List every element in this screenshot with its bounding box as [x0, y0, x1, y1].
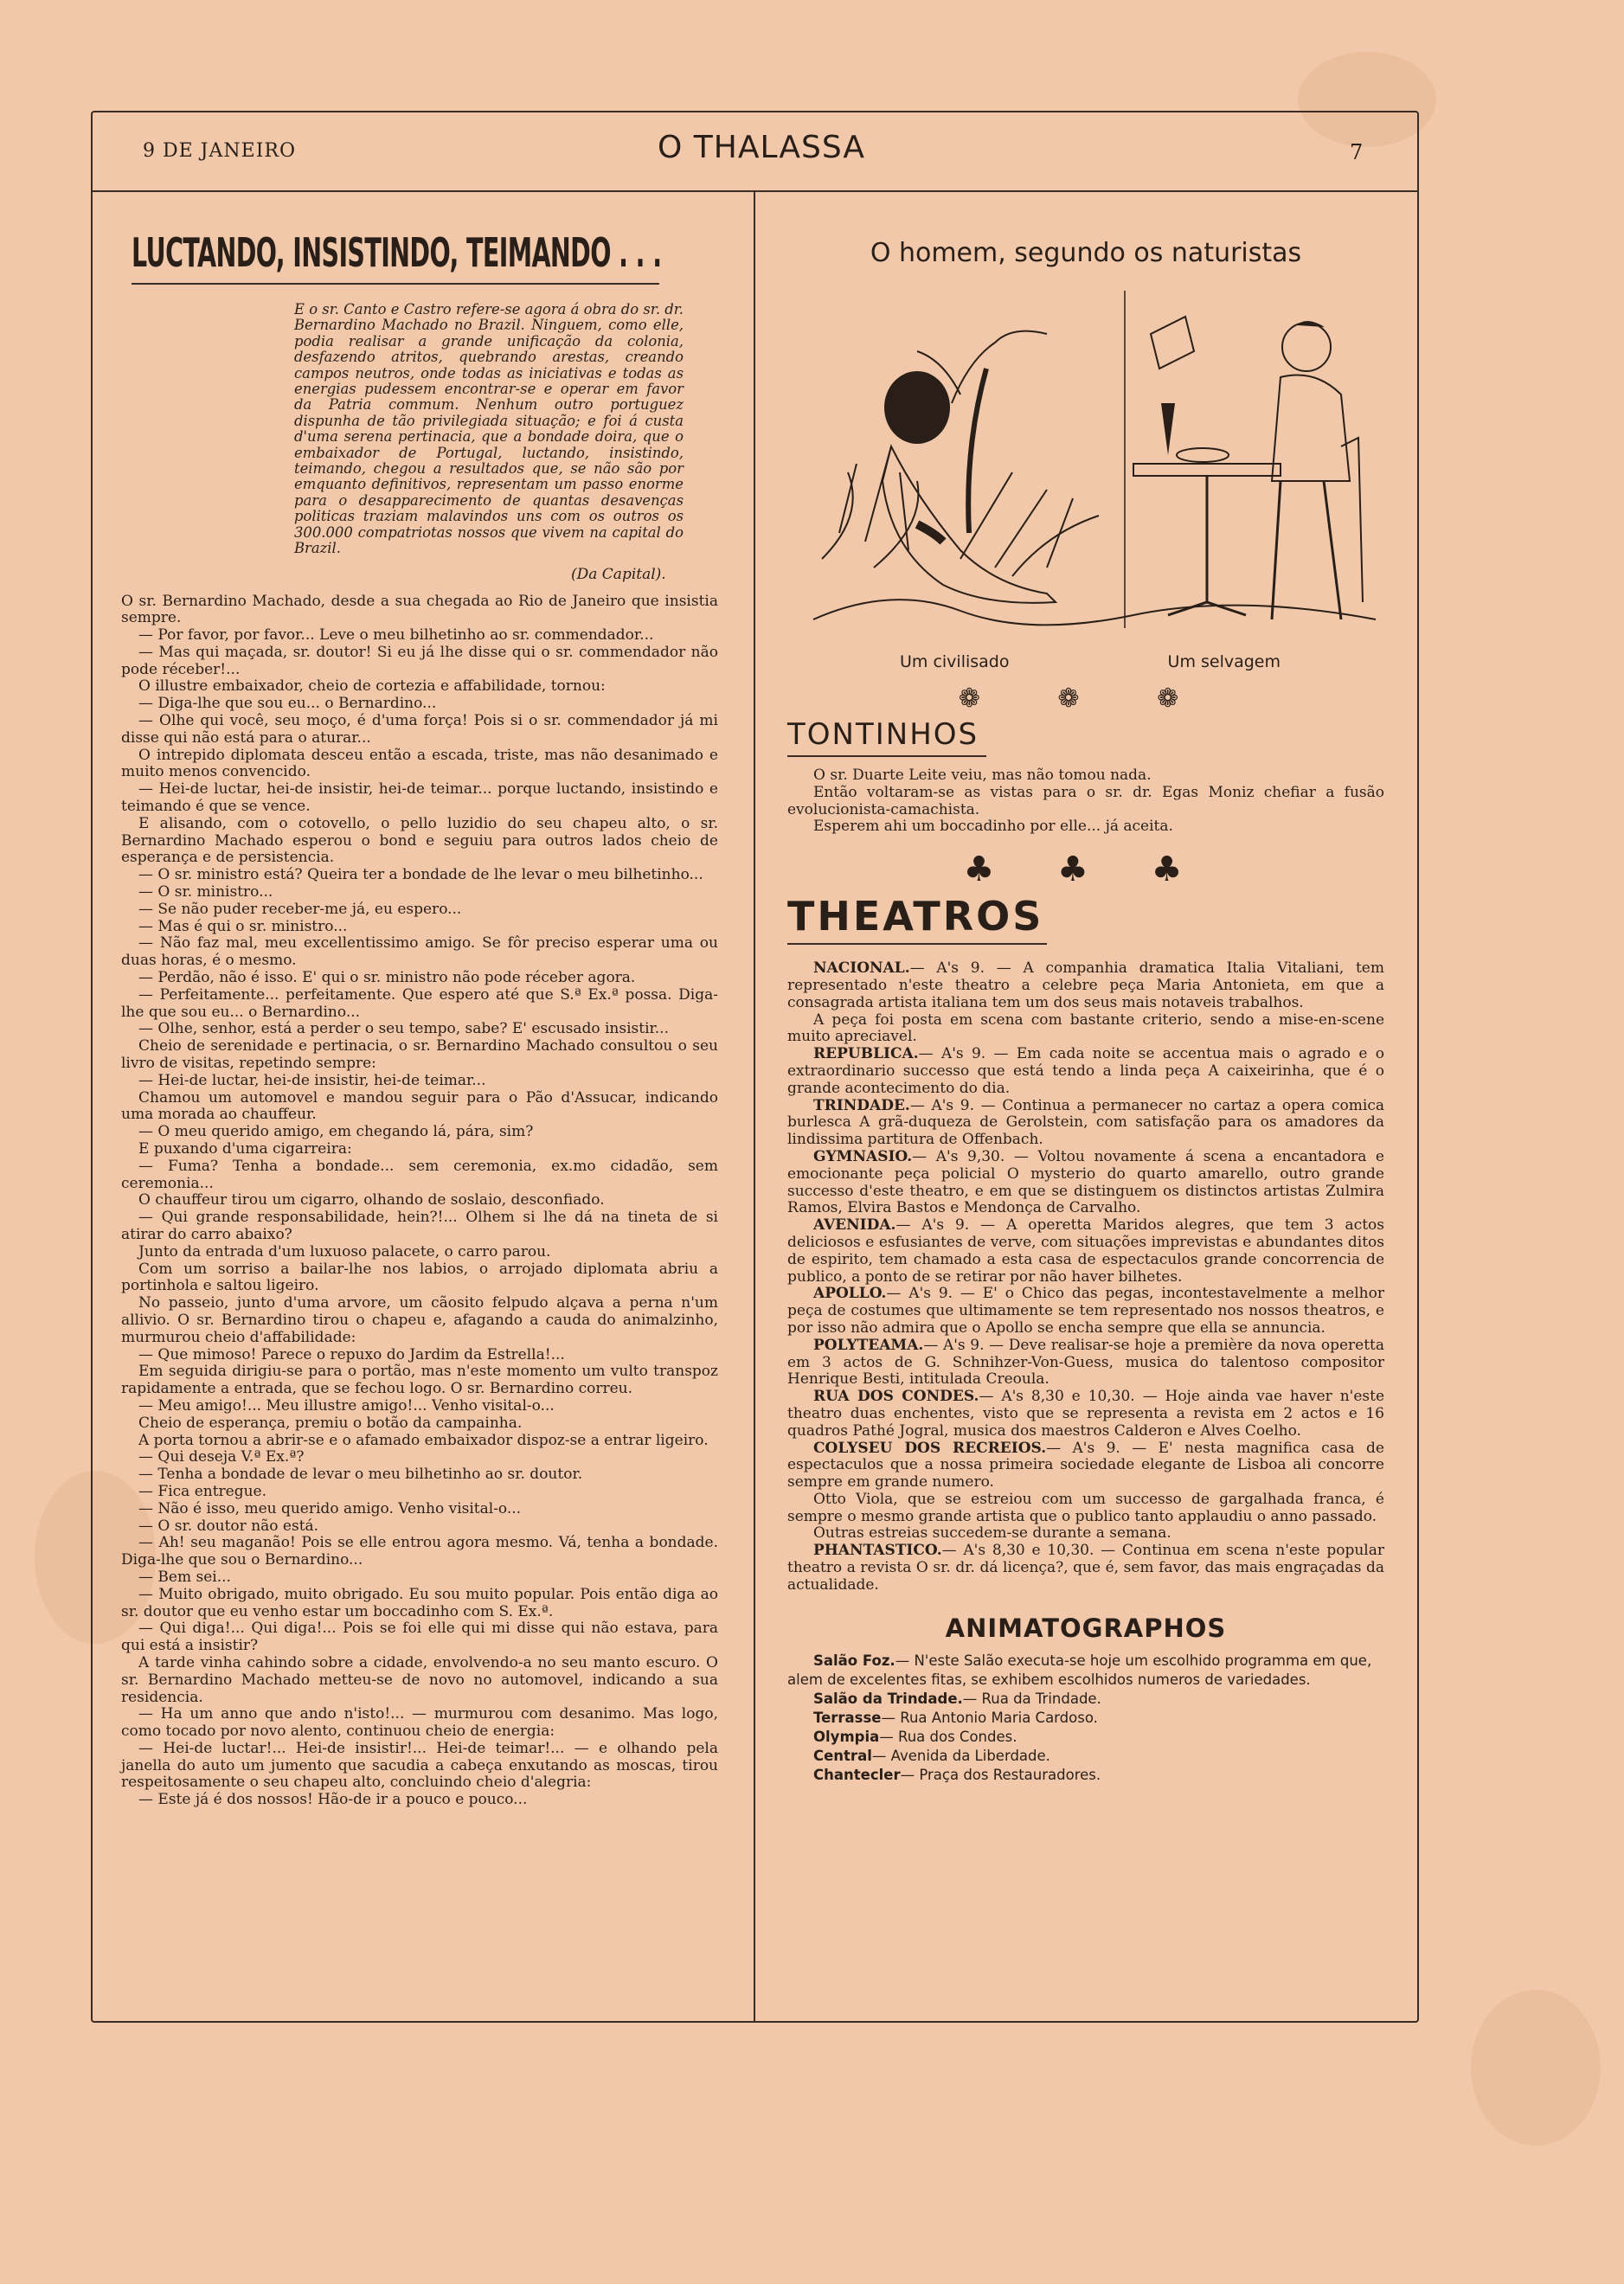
- venue-item: [787, 1747, 1384, 1766]
- article-paragraph: — Olhe, senhor, está a perder o seu tempo, sabe? E' escusado insistir...: [138, 1020, 669, 1038]
- article-paragraph: — Perdão, não é isso. E' qui o sr. ministro não pode réceber agora.: [138, 969, 636, 987]
- article-paragraph: — Meu amigo!... Meu illustre amigo!... Venho visital-o...: [138, 1396, 555, 1415]
- theatre-text: Outras estreias succedem-se durante a semana.: [813, 1524, 1171, 1543]
- theatre-name: POLYTEAMA.: [813, 1336, 924, 1354]
- venue-name: Central: [813, 1747, 872, 1764]
- venue-address: — Praça dos Restauradores.: [900, 1766, 1101, 1783]
- theatre-text: Otto Viola, que se estreiou com um successo de gargalhada franca, é sempre o mesmo grande artista que o publico tanto applaudiu o anno passado.: [787, 1490, 1384, 1525]
- article-paragraph: — Diga-lhe que sou eu... o Bernardino...: [138, 695, 437, 713]
- intro-venue-name: Salão Foz.: [813, 1652, 895, 1669]
- cartoon-illustration: [787, 273, 1393, 645]
- article-paragraph: — O sr. doutor não está.: [138, 1517, 319, 1535]
- venue-item: [787, 1728, 1384, 1747]
- newspaper-title: O THALASSA: [658, 130, 865, 165]
- article-paragraph: — Que mimoso! Parece o repuxo do Jardim da Estrella!...: [138, 1345, 565, 1363]
- theatre-name: AVENIDA.: [813, 1216, 896, 1235]
- article-paragraph: E puxando d'uma cigarreira:: [138, 1140, 352, 1158]
- theatre-text: — A's 9. — Em cada noite se accentua mais o agrado e o extraordinario successo que está tendo a linda peça A caixeirinha, que é o grande acontecimento do dia.: [787, 1045, 1384, 1097]
- article-paragraph: — Mas é qui o sr. ministro...: [138, 917, 348, 935]
- theatre-entry: [787, 960, 1384, 1011]
- tontinhos-rule: [787, 755, 986, 757]
- article-epigraph: E o sr. Canto e Castro refere-se agora á obra do sr. dr. Bernardino Machado no Brazil. Ninguem, como elle, podia realisar a grande unificação da colonia, desfazendo atritos, quebrando arestas, creando campos neutros, onde todas as iniciativas e todas as energias pudessem encontrar-se e operar em favor da Patria commum. Nenhum outro portuguez dispunha de tão privilegiada situação; e foi á custa d'uma serena pertinacia, que a bondade doira, que o embaixador de Portugal, luctando, insistindo, teimando, chegou a resultados que, se não são por emquanto definitivos, representam um passo enorme para o desapparecimento de quantas desavenças politicas traziam malavindos uns com os outros os 300.000 compatriotas nossos que vivem na capital do Brazil.: [294, 301, 684, 557]
- theatre-text: A peça foi posta em scena com bastante criterio, sendo a mise-en-scene muito apreciavel.: [787, 1010, 1384, 1046]
- flower-ornaments: ❁ ❁ ❁: [958, 683, 1214, 714]
- article-paragraph: Em seguida dirigiu-se para o portão, mas n'este momento um vulto transpoz rapidamente a entrada, que se fechou logo. O sr. Bernardino correu.: [121, 1363, 718, 1398]
- tontinhos-paragraph: Esperem ahi um boccadinho por elle... já aceita.: [813, 818, 1173, 836]
- article-paragraph: A tarde vinha cahindo sobre a cidade, envolvendo-a no seu manto escuro. O sr. Bernardino Machado metteu-se de novo no automovel, indicando a sua residencia.: [121, 1653, 718, 1706]
- venue-address: — Rua da Trindade.: [962, 1690, 1101, 1707]
- column-divider: [754, 192, 755, 2021]
- theatre-name: RUA DOS CONDES.: [813, 1388, 979, 1406]
- theatros-body: [787, 960, 1384, 1594]
- tontinhos-paragraph: O sr. Duarte Leite veiu, mas não tomou nada.: [813, 767, 1152, 784]
- article-paragraph: — Se não puder receber-me já, eu espero...: [138, 900, 462, 918]
- article-paragraph: No passeio, junto d'uma arvore, um cãosito felpudo alçava a perna n'um allivio. O sr. Bernardino tirou o chapeu e, afagando a cauda do animalzinho, murmurou cheio d'affabilidade:: [121, 1294, 718, 1346]
- article-paragraph: Chamou um automovel e mandou seguir para o Pão d'Assucar, indicando uma morada ao chauffeur.: [121, 1088, 718, 1124]
- article-title: LUCTANDO, INSISTINDO, TEIMANDO . . .: [132, 229, 662, 276]
- theatre-name: TRINDADE.: [813, 1096, 910, 1114]
- theatre-text: — A's 9. — E' o Chico das pegas, incontestavelmente a melhor peça de costumes que ultimamente se tem representado nos nossos theatros, e por isso não admira que o Apollo se encha sempre que ella se annuncia.: [787, 1285, 1384, 1337]
- article-column: [121, 221, 718, 1809]
- article-paragraph: — Olhe qui você, seu moço, é d'uma força! Pois si o sr. commendador já mi disse qui não está para o aturar...: [121, 712, 718, 747]
- article-paragraph: — Por favor, por favor... Leve o meu bilhetinho ao sr. commendador...: [138, 626, 654, 645]
- article-paragraph: A porta tornou a abrir-se e o afamado embaixador dispoz-se a entrar ligeiro.: [138, 1431, 709, 1449]
- article-body: [121, 593, 718, 1810]
- caption-right: Um selvagem: [1167, 652, 1281, 671]
- venue-address: — Avenida da Liberdade.: [871, 1747, 1050, 1764]
- article-paragraph: — Ah! seu maganão! Pois se elle entrou agora mesmo. Vá, tenha a bondade. Diga-lhe que sou o Bernardino...: [121, 1534, 718, 1569]
- article-paragraph: — Perfeitamente... perfeitamente. Que espero até que S.ª Ex.ª possa. Diga-lhe que sou eu... o Bernardino...: [121, 985, 718, 1021]
- venue-item: [787, 1766, 1384, 1785]
- article-paragraph: — Hei-de luctar!... Hei-de insistir!... Hei-de teimar!... — e olhando pela janella do auto um jumento que sacudia a cabeça enxutando as moscas, tirou respeitosamente o seu chapeu alto, concluindo cheio d'alegria:: [121, 1739, 718, 1792]
- theatre-entry: [787, 1046, 1384, 1097]
- theatre-name: NACIONAL.: [813, 959, 910, 978]
- article-paragraph: — Hei-de luctar, hei-de insistir, hei-de teimar... porque luctando, insistindo e teimando é que se vence.: [121, 780, 718, 816]
- page-number: 7: [1350, 140, 1364, 164]
- animatographos-list: [787, 1652, 1384, 1785]
- epigraph-source: (Da Capital).: [571, 565, 666, 583]
- article-paragraph: — Este já é dos nossos! Hão-de ir a pouco e pouco...: [138, 1791, 528, 1809]
- venue-name: Chantecler: [813, 1766, 901, 1783]
- venue-address: — Rua dos Condes.: [879, 1728, 1017, 1745]
- venue-name: Terrasse: [813, 1709, 882, 1726]
- theatre-entry: [787, 1098, 1384, 1149]
- theatre-text: — A's 9. — Deve realisar-se hoje a première da nova operetta em 3 actos de G. Schnihzer-Von-Guess, musica do talentoso compositor Henrique Besti, intitulada Creoula.: [787, 1336, 1384, 1389]
- theatros-heading: THEATROS: [787, 893, 1044, 940]
- theatre-entry: [787, 1389, 1384, 1440]
- article-paragraph: — Tenha a bondade de levar o meu bilhetinho ao sr. doutor.: [138, 1466, 583, 1484]
- theatre-entry: [787, 1543, 1384, 1594]
- theatre-entry: [787, 1217, 1384, 1286]
- theatre-text: — A's 9. — Continua a permanecer no cartaz a opera comica burlesca A grã-duqueza de Gerolstein, com satisfação para os amadores da lindissima partitura de Offenbach.: [787, 1096, 1384, 1149]
- caption-left: Um civilisado: [900, 652, 1010, 671]
- article-paragraph: — Qui grande responsabilidade, hein?!... Olhem si lhe dá na tineta de si atirar do carro abaixo?: [121, 1209, 718, 1243]
- animatographos-intro: [787, 1652, 1384, 1690]
- article-paragraph: Junto da entrada d'um luxuoso palacete, o carro parou.: [138, 1242, 551, 1261]
- theatre-entry: [787, 1338, 1384, 1389]
- tontinhos-body: [787, 767, 1384, 836]
- article-paragraph: — O sr. ministro está? Queira ter a bondade de lhe levar o meu bilhetinho...: [138, 866, 703, 884]
- article-paragraph: O sr. Bernardino Machado, desde a sua chegada ao Rio de Janeiro que insistia sempre.: [121, 592, 718, 627]
- theatre-entry: [787, 1525, 1384, 1543]
- theatre-text: — A's 9. — E' nesta magnifica casa de espectaculos que a nossa primeira sociedade elegante de Lisboa ali concorre sempre em grande numero.: [787, 1439, 1384, 1492]
- theatros-rule: [787, 943, 1047, 945]
- theatre-name: REPUBLICA.: [813, 1045, 919, 1063]
- article-paragraph: O illustre embaixador, cheio de cortezia e affabilidade, tornou:: [138, 677, 606, 696]
- venue-item: [787, 1709, 1384, 1728]
- theatre-entry: [787, 1440, 1384, 1492]
- article-paragraph: Cheio de serenidade e pertinacia, o sr. Bernardino Machado consultou o seu livro de visitas, repetindo sempre:: [121, 1037, 718, 1073]
- theatre-text: — A's 8,30 e 10,30. — Continua em scena n'este popular theatro a revista O sr. dr. dá licença?, que é, sem favor, das mais engraçadas da actualidade.: [787, 1542, 1384, 1594]
- venue-name: Olympia: [813, 1728, 880, 1745]
- article-paragraph: — Qui deseja V.ª Ex.ª?: [138, 1448, 305, 1466]
- right-column: [787, 221, 1384, 1785]
- article-paragraph: E alisando, com o cotovello, o pello luzidio do seu chapeu alto, o sr. Bernardino Machado esperou o bond e seguiu para outros lados cheio de esperança e de persistencia.: [121, 814, 718, 867]
- venue-item: [787, 1690, 1384, 1709]
- venue-name: Salão da Trindade.: [813, 1690, 963, 1707]
- theatre-text: — A's 9,30. — Voltou novamente á scena a encantadora e emocionante peça policial O mysterio do quarto amarello, outro grande successo d'este theatro, e em que se distinguem os distinctos artistas Zulmira Ramos, Elvira Bastos e Mendonça de Carvalho.: [787, 1147, 1384, 1217]
- title-rule: [132, 283, 659, 285]
- header-date: 9 DE JANEIRO: [143, 140, 296, 162]
- article-paragraph: — Fuma? Tenha a bondade... sem ceremonia, ex.mo cidadão, sem ceremonia...: [121, 1157, 718, 1192]
- tontinhos-paragraph: Então voltaram-se as vistas para o sr. dr. Egas Moniz chefiar a fusão evolucionista-camachista.: [787, 783, 1384, 818]
- theatre-entry: [787, 1012, 1384, 1047]
- theatre-text: — A's 9. — A companhia dramatica Italia Vitaliani, tem representado n'este theatro a celebre peça Maria Antonieta, em que a consagrada artista italiana tem um dos seus mais notaveis trabalhos.: [787, 959, 1384, 1011]
- intro-text: — N'este Salão executa-se hoje um escolhido programma em que, alem de excelentes fitas, se exhibem escolhidos numeros de variedades.: [787, 1652, 1372, 1688]
- article-paragraph: O chauffeur tirou um cigarro, olhando de soslaio, desconfiado.: [138, 1191, 605, 1209]
- cartoon-captions: [787, 652, 1384, 671]
- article-paragraph: — O meu querido amigo, em chegando lá, pára, sim?: [138, 1123, 534, 1141]
- article-paragraph: — Mas qui maçada, sr. doutor! Si eu já lhe disse qui o sr. commendador não pode réceber!...: [121, 643, 718, 678]
- article-paragraph: — Muito obrigado, muito obrigado. Eu sou muito popular. Pois então diga ao sr. doutor que eu venho estar um boccadinho com S. Ex.ª.: [121, 1585, 718, 1620]
- venue-address: — Rua Antonio Maria Cardoso.: [881, 1709, 1098, 1726]
- article-paragraph: — Bem sei...: [138, 1568, 231, 1586]
- article-paragraph: O intrepido diplomata desceu então a escada, triste, mas não desanimado e muito menos convencido.: [121, 746, 718, 781]
- theatre-entry: [787, 1149, 1384, 1217]
- article-paragraph: — Não faz mal, meu excellentissimo amigo. Se fôr preciso esperar uma ou duas horas, é o mesmo.: [121, 934, 718, 970]
- article-paragraph: — O sr. ministro...: [138, 883, 273, 901]
- article-paragraph: — Hei-de luctar, hei-de insistir, hei-de teimar...: [138, 1071, 486, 1089]
- animatographos-heading: ANIMATOGRAPHOS: [945, 1613, 1227, 1643]
- article-paragraph: Cheio de esperança, premiu o botão da campainha.: [138, 1414, 523, 1432]
- article-paragraph: — Qui diga!... Qui diga!... Pois se foi elle qui mi disse qui não estava, para qui está a insistir?: [121, 1620, 718, 1655]
- article-paragraph: Com um sorriso a bailar-lhe nos labios, o arrojado diplomata abriu a portinhola e saltou ligeiro.: [121, 1260, 718, 1295]
- tontinhos-heading: TONTINHOS: [787, 717, 979, 752]
- theatre-name: APOLLO.: [813, 1285, 887, 1303]
- theatre-name: COLYSEU DOS RECREIOS.: [813, 1439, 1047, 1457]
- article-paragraph: — Ha um anno que ando n'isto!... — murmurou com desanimo. Mas logo, como tocado por novo alento, continuou cheio de energia:: [121, 1705, 718, 1741]
- theatre-text: — A's 8,30 e 10,30. — Hoje ainda vae haver n'este theatro duas enchentes, visto que se representa a revista em 2 actos e 16 quadros Pathé Jogral, musica dos maestros Calderon e Alves Coelho.: [787, 1388, 1385, 1440]
- theatre-text: — A's 9. — A operetta Maridos alegres, que tem 3 actos deliciosos e esfusiantes de verve, com situações imprevistas e abundantes ditos de espirito, tem chamado a esta casa de espectaculos grande concorrencia de publico, a ponto de se retirar por não haver bilhetes.: [787, 1216, 1384, 1286]
- article-paragraph: — Não é isso, meu querido amigo. Venho visital-o...: [138, 1499, 522, 1517]
- club-ornaments: ♣ ♣ ♣: [963, 850, 1209, 890]
- cartoon-title: O homem, segundo os naturistas: [870, 238, 1302, 268]
- article-paragraph: — Fica entregue.: [138, 1482, 267, 1500]
- theatre-name: GYMNASIO.: [813, 1147, 913, 1165]
- theatre-entry: [787, 1286, 1384, 1337]
- theatre-name: PHANTASTICO.: [813, 1542, 942, 1560]
- theatre-entry: [787, 1492, 1384, 1526]
